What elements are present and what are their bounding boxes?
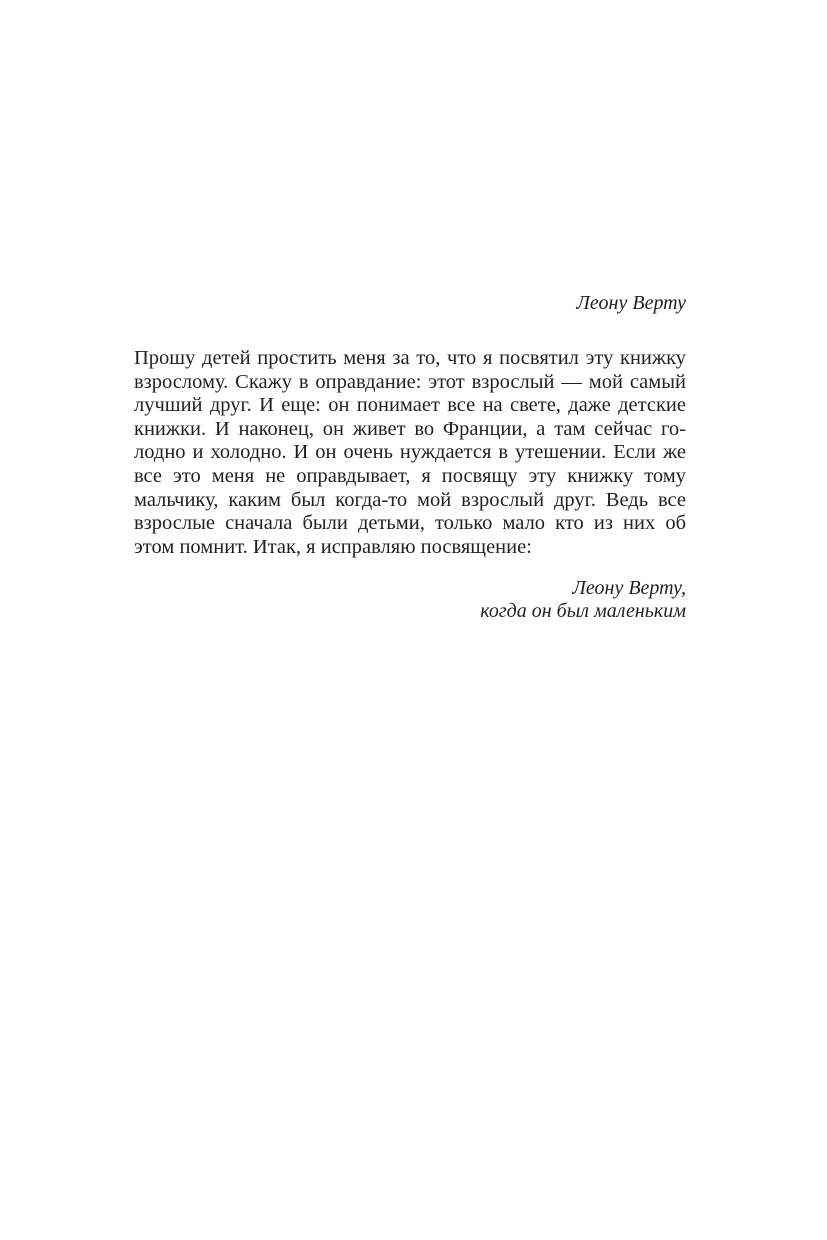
paragraph-line: все это меня не оправдывает, я посвящу эту книжку тому <box>134 464 686 487</box>
paragraph-line: этом помнит. Итак, я исправляю посвящение: <box>134 535 532 558</box>
paragraph-line: лучший друг. И еще: он понимает все на свете, даже детские <box>134 394 686 417</box>
dedication-epigraph <box>134 292 686 315</box>
corrected-dedication-subtitle: когда он был маленьким <box>480 600 686 622</box>
epigraph-name: Леону Верту <box>576 292 686 314</box>
paragraph-line: взрослому. Скажу в оправдание: этот взрослый — мой самый <box>134 370 686 393</box>
corrected-dedication <box>134 577 686 623</box>
corrected-dedication-name: Леону Верту, <box>572 577 686 599</box>
paragraph-line: лодно и холодно. И он очень нуждается в утешении. Если же <box>134 441 686 464</box>
paragraph-line: Прошу детей простить меня за то, что я посвятил эту книжку <box>134 347 686 369</box>
paragraph-line: мальчику, каким был когда-то мой взрослый друг. Ведь все <box>134 488 686 511</box>
dedication-paragraph <box>134 347 686 559</box>
paragraph-line: книжки. И наконец, он живет во Франции, а там сейчас го- <box>134 417 686 440</box>
paragraph-line: взрослые сначала были детьми, только мало кто из них об <box>134 512 686 535</box>
